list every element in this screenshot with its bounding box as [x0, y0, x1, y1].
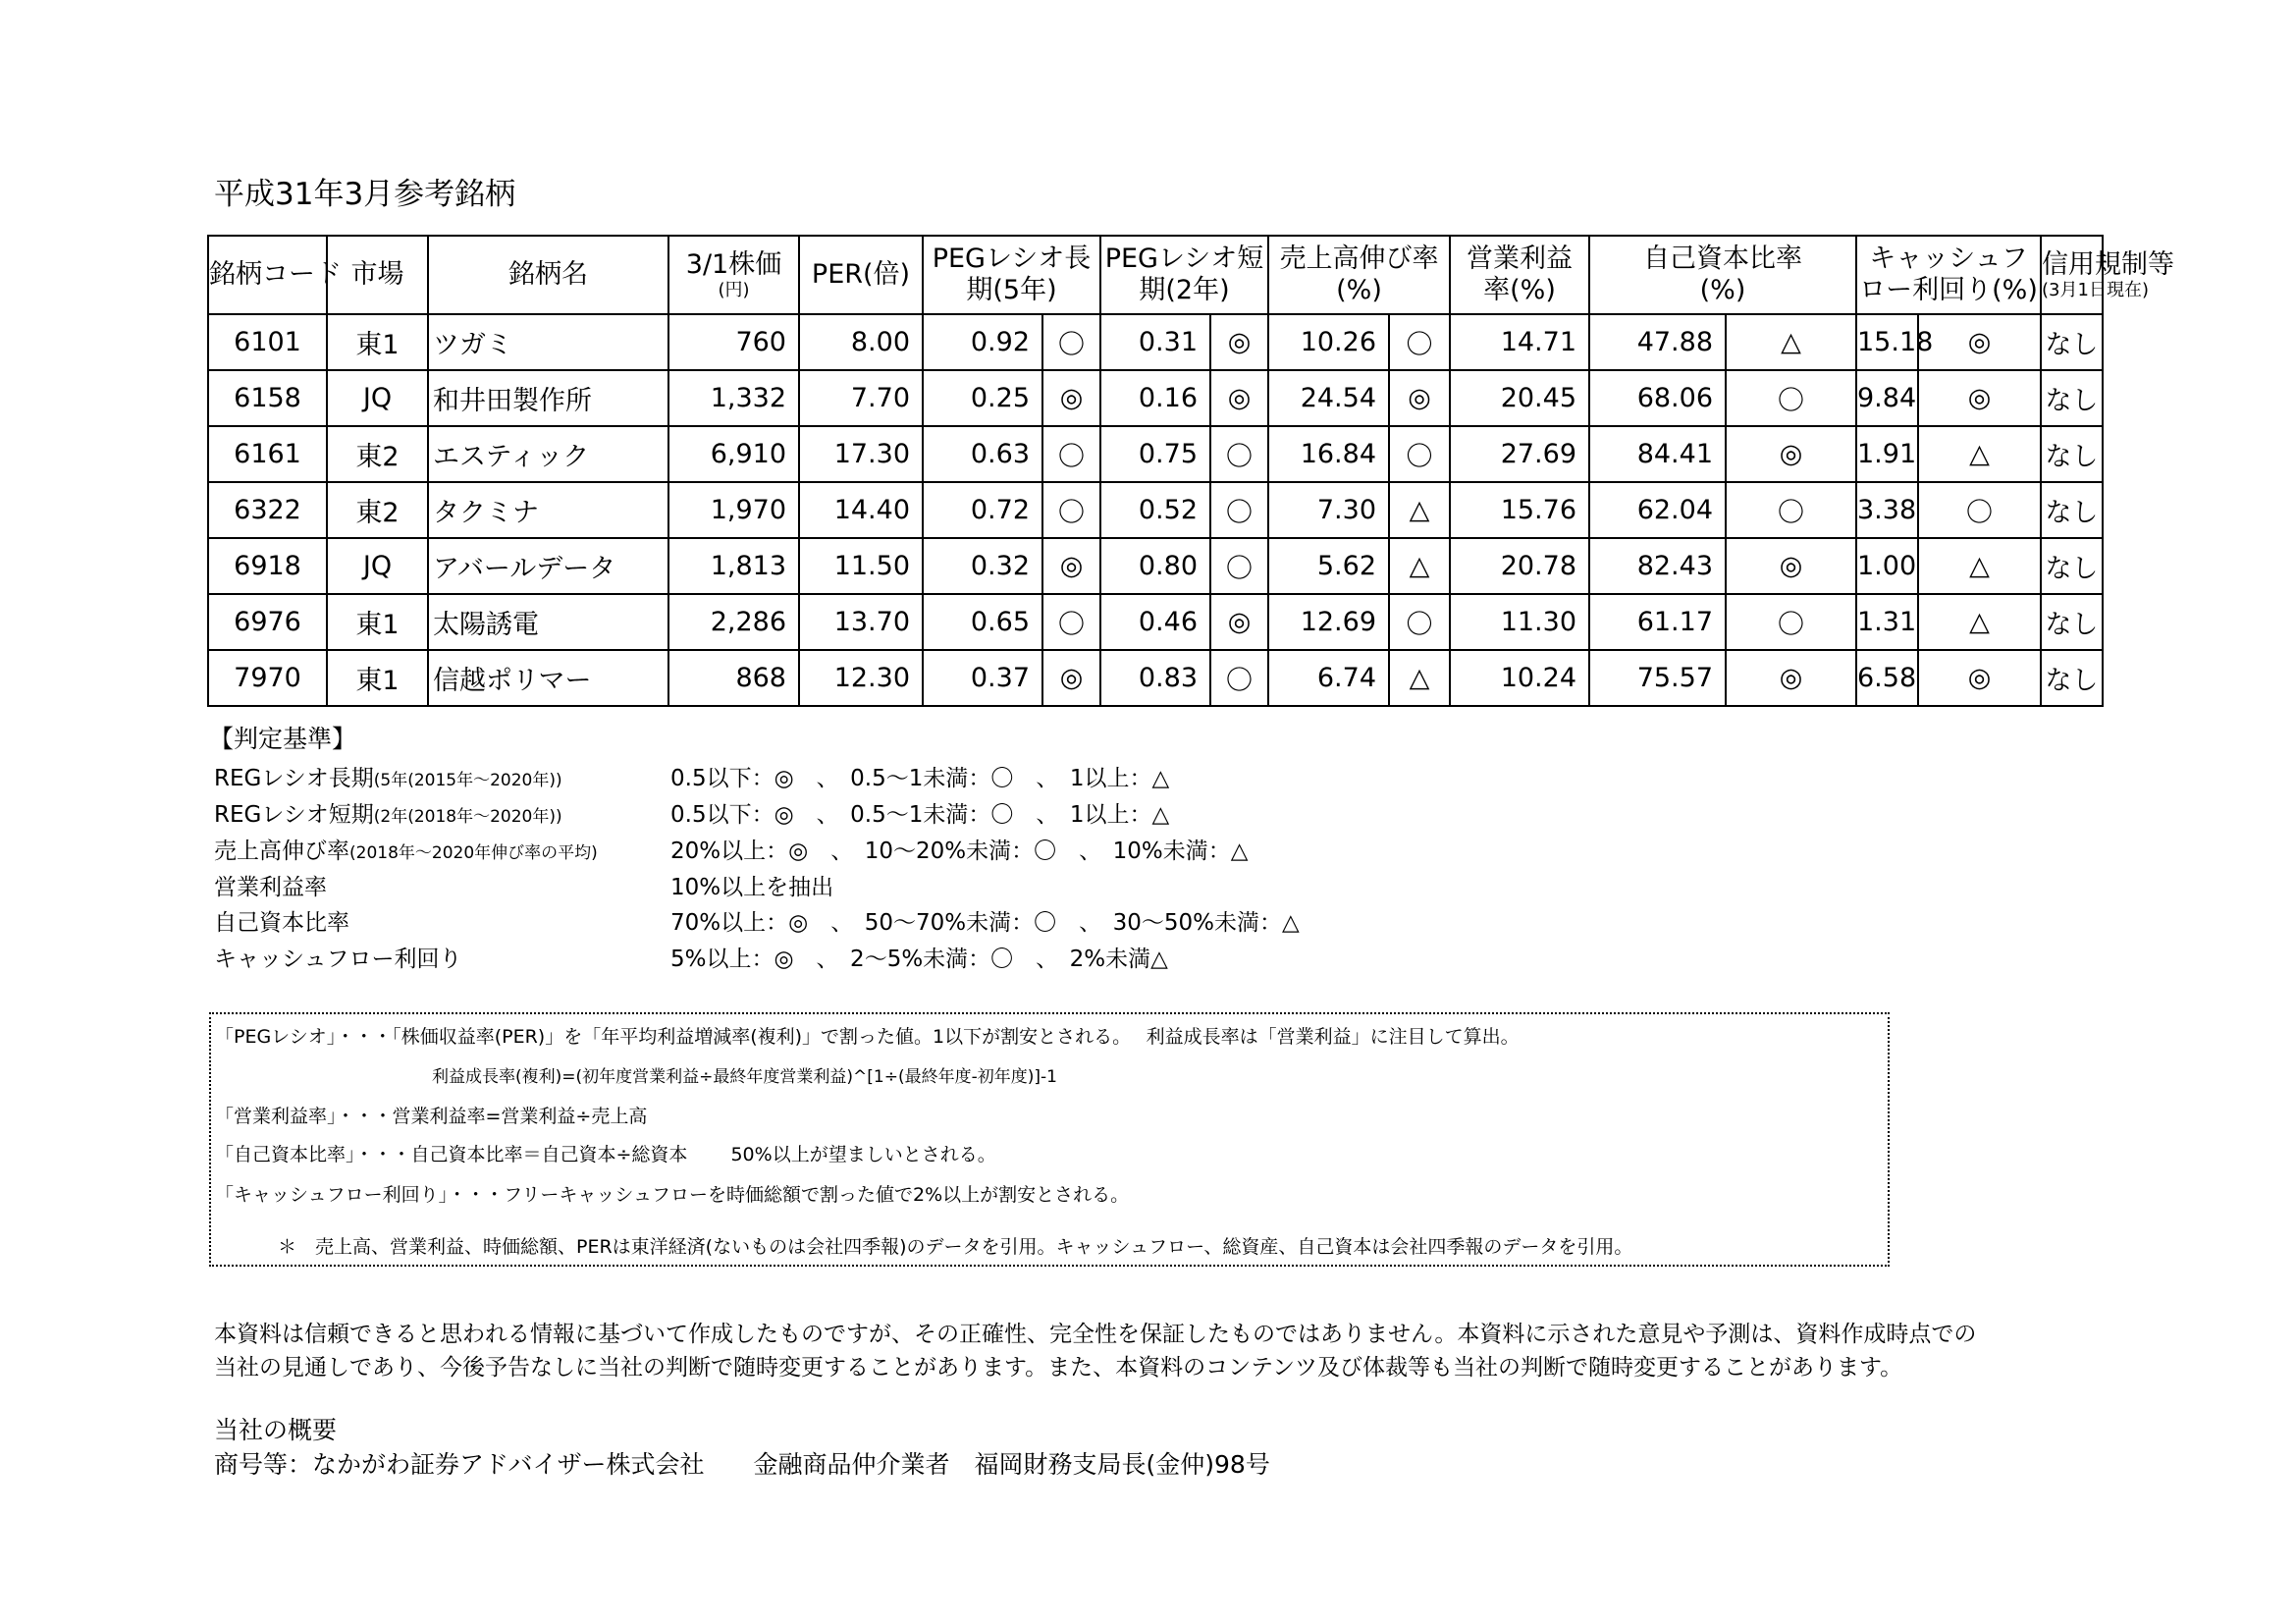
- table-row: [208, 370, 2221, 426]
- cf-yield-cell: 6.58: [1856, 650, 1918, 706]
- peg-long-cell: 0.63: [923, 426, 1042, 482]
- stock-table: [207, 235, 2222, 707]
- sales-growth-cell: 24.54: [1268, 370, 1389, 426]
- equity-ratio-mark-cell: ◎: [1726, 426, 1856, 482]
- header-credit: 信用規制等 (3月1日現在): [2041, 236, 2103, 314]
- peg-short-mark-cell: ◎: [1210, 314, 1268, 370]
- peg-short-mark-cell: 〇: [1210, 482, 1268, 538]
- sales-growth-mark-cell: ◎: [1389, 370, 1450, 426]
- header-market: 市場: [327, 236, 428, 314]
- credit-cell: なし: [2041, 482, 2103, 538]
- code-cell: 7970: [208, 650, 327, 706]
- op-margin-cell: 20.78: [1450, 538, 1589, 594]
- equity-ratio-mark-cell: △: [1726, 314, 1856, 370]
- criteria-title: 【判定基準】: [209, 725, 357, 753]
- note-source: ＊ 売上高、営業利益、時価総額、PERは東洋経済(ないものは会社四季報)のデータを引用。キャッシュフロー、総資産、自己資本は会社四季報のデータを引用。: [278, 1236, 1633, 1258]
- market-cell: 東1: [327, 314, 428, 370]
- header-name: 銘柄名: [428, 236, 668, 314]
- disclaimer-line-2: 当社の見通しであり、今後予告なしに当社の判断で随時変更することがあります。また、本資料のコンテンツ及び体裁等も当社の判断で随時変更することがあります。: [214, 1355, 1903, 1380]
- equity-ratio-cell: 68.06: [1589, 370, 1726, 426]
- price-cell: 1,332: [668, 370, 799, 426]
- equity-ratio-cell: 75.57: [1589, 650, 1726, 706]
- header-equity-ratio: 自己資本比率 (%): [1589, 236, 1856, 314]
- sales-growth-mark-cell: △: [1389, 650, 1450, 706]
- credit-cell: なし: [2041, 650, 2103, 706]
- cf-yield-mark-cell: ◎: [1918, 650, 2041, 706]
- cf-yield-cell: 15.18: [1856, 314, 1918, 370]
- criteria-label: 売上高伸び率(2018年～2020年伸び率の平均): [214, 839, 598, 864]
- header-op-margin: 営業利益 率(%): [1450, 236, 1589, 314]
- criteria-label: 自己資本比率: [214, 910, 349, 936]
- code-cell: 6918: [208, 538, 327, 594]
- sales-growth-cell: 6.74: [1268, 650, 1389, 706]
- peg-short-mark-cell: 〇: [1210, 426, 1268, 482]
- price-cell: 1,970: [668, 482, 799, 538]
- credit-cell: なし: [2041, 538, 2103, 594]
- peg-short-cell: 0.80: [1100, 538, 1210, 594]
- cf-yield-mark-cell: ◎: [1918, 370, 2041, 426]
- peg-short-cell: 0.52: [1100, 482, 1210, 538]
- table-row: [208, 594, 2221, 650]
- peg-short-cell: 0.46: [1100, 594, 1210, 650]
- criteria-label: REGレシオ短期(2年(2018年～2020年)): [214, 802, 562, 828]
- criteria-label: キャッシュフロー利回り: [214, 947, 462, 972]
- disclaimer: [214, 1318, 1976, 1384]
- criteria-value: 20%以上：◎ 、 10～20%未満：〇 、 10%未満：△: [670, 839, 1249, 864]
- note-equity: 「自己資本比率」・・・自己資本比率＝自己資本÷総資本 50%以上が望ましいとされる。: [215, 1144, 996, 1165]
- peg-long-mark-cell: 〇: [1042, 594, 1100, 650]
- market-cell: 東1: [327, 650, 428, 706]
- op-margin-cell: 10.24: [1450, 650, 1589, 706]
- price-cell: 760: [668, 314, 799, 370]
- peg-short-mark-cell: 〇: [1210, 538, 1268, 594]
- peg-long-mark-cell: ◎: [1042, 538, 1100, 594]
- price-cell: 2,286: [668, 594, 799, 650]
- header-code: 銘柄コード: [208, 236, 327, 314]
- cf-yield-cell: 1.00: [1856, 538, 1918, 594]
- table-row: [208, 650, 2221, 706]
- sales-growth-cell: 5.62: [1268, 538, 1389, 594]
- name-cell: ツガミ: [428, 314, 668, 370]
- credit-cell: なし: [2041, 426, 2103, 482]
- cf-yield-mark-cell: 〇: [1918, 482, 2041, 538]
- cf-yield-cell: 3.38: [1856, 482, 1918, 538]
- code-cell: 6322: [208, 482, 327, 538]
- table-row: [208, 482, 2221, 538]
- peg-short-cell: 0.83: [1100, 650, 1210, 706]
- peg-long-cell: 0.72: [923, 482, 1042, 538]
- table-row: [208, 426, 2221, 482]
- code-cell: 6976: [208, 594, 327, 650]
- notes-box: [209, 1012, 1890, 1267]
- peg-long-cell: 0.92: [923, 314, 1042, 370]
- cf-yield-mark-cell: △: [1918, 426, 2041, 482]
- per-cell: 12.30: [799, 650, 923, 706]
- table-row: [208, 538, 2221, 594]
- cf-yield-cell: 9.84: [1856, 370, 1918, 426]
- header-peg-short: PEGレシオ短 期(2年): [1100, 236, 1268, 314]
- per-cell: 7.70: [799, 370, 923, 426]
- op-margin-cell: 14.71: [1450, 314, 1589, 370]
- sales-growth-cell: 10.26: [1268, 314, 1389, 370]
- peg-long-mark-cell: 〇: [1042, 426, 1100, 482]
- equity-ratio-mark-cell: ◎: [1726, 650, 1856, 706]
- per-cell: 17.30: [799, 426, 923, 482]
- op-margin-cell: 11.30: [1450, 594, 1589, 650]
- header-price: 3/1株価 (円): [668, 236, 799, 314]
- market-cell: 東2: [327, 426, 428, 482]
- market-cell: 東1: [327, 594, 428, 650]
- equity-ratio-cell: 61.17: [1589, 594, 1726, 650]
- name-cell: タクミナ: [428, 482, 668, 538]
- sales-growth-mark-cell: △: [1389, 482, 1450, 538]
- price-cell: 6,910: [668, 426, 799, 482]
- market-cell: JQ: [327, 538, 428, 594]
- sales-growth-cell: 12.69: [1268, 594, 1389, 650]
- header-cf-yield: キャッシュフ ロー利回り(%): [1856, 236, 2041, 314]
- criteria-label: REGレシオ長期(5年(2015年～2020年)): [214, 766, 562, 791]
- market-cell: 東2: [327, 482, 428, 538]
- cf-yield-mark-cell: △: [1918, 538, 2041, 594]
- peg-short-mark-cell: ◎: [1210, 594, 1268, 650]
- sales-growth-cell: 16.84: [1268, 426, 1389, 482]
- equity-ratio-mark-cell: 〇: [1726, 594, 1856, 650]
- peg-long-cell: 0.25: [923, 370, 1042, 426]
- name-cell: アバールデータ: [428, 538, 668, 594]
- note-growth-formula: 利益成長率(複利)=(初年度営業利益÷最終年度営業利益)^[1÷(最終年度-初年度)]-1: [432, 1067, 1057, 1087]
- per-cell: 11.50: [799, 538, 923, 594]
- name-cell: 和井田製作所: [428, 370, 668, 426]
- peg-long-mark-cell: 〇: [1042, 314, 1100, 370]
- peg-long-mark-cell: 〇: [1042, 482, 1100, 538]
- peg-long-cell: 0.37: [923, 650, 1042, 706]
- per-cell: 13.70: [799, 594, 923, 650]
- credit-cell: なし: [2041, 594, 2103, 650]
- peg-long-cell: 0.32: [923, 538, 1042, 594]
- note-op-margin: 「営業利益率」・・・営業利益率=営業利益÷売上高: [215, 1106, 648, 1127]
- peg-long-mark-cell: ◎: [1042, 370, 1100, 426]
- peg-short-cell: 0.75: [1100, 426, 1210, 482]
- name-cell: 信越ポリマー: [428, 650, 668, 706]
- credit-cell: なし: [2041, 314, 2103, 370]
- note-cf-yield: 「キャッシュフロー利回り」・・・フリーキャッシュフローを時価総額で割った値で2%以上が割安とされる。: [215, 1184, 1130, 1206]
- table-row: [208, 314, 2221, 370]
- name-cell: 太陽誘電: [428, 594, 668, 650]
- sales-growth-mark-cell: 〇: [1389, 594, 1450, 650]
- equity-ratio-mark-cell: 〇: [1726, 482, 1856, 538]
- criteria-value: 70%以上：◎ 、 50～70%未満：〇 、 30～50%未満：△: [670, 910, 1300, 936]
- equity-ratio-cell: 47.88: [1589, 314, 1726, 370]
- market-cell: JQ: [327, 370, 428, 426]
- op-margin-cell: 20.45: [1450, 370, 1589, 426]
- criteria-value: 5%以上：◎ 、 2～5%未満：〇 、 2%未満△: [670, 947, 1168, 972]
- equity-ratio-mark-cell: ◎: [1726, 538, 1856, 594]
- peg-long-cell: 0.65: [923, 594, 1042, 650]
- header-sales-growth: 売上高伸び率 (%): [1268, 236, 1450, 314]
- equity-ratio-cell: 84.41: [1589, 426, 1726, 482]
- cf-yield-mark-cell: ◎: [1918, 314, 2041, 370]
- equity-ratio-mark-cell: 〇: [1726, 370, 1856, 426]
- peg-short-cell: 0.31: [1100, 314, 1210, 370]
- header-per: PER(倍): [799, 236, 923, 314]
- equity-ratio-cell: 62.04: [1589, 482, 1726, 538]
- per-cell: 14.40: [799, 482, 923, 538]
- sales-growth-mark-cell: 〇: [1389, 426, 1450, 482]
- sales-growth-mark-cell: △: [1389, 538, 1450, 594]
- op-margin-cell: 15.76: [1450, 482, 1589, 538]
- peg-short-cell: 0.16: [1100, 370, 1210, 426]
- credit-cell: なし: [2041, 370, 2103, 426]
- criteria-value: 0.5以下：◎ 、 0.5～1未満：〇 、 1以上：△: [670, 802, 1170, 828]
- criteria-label: 営業利益率: [214, 875, 327, 900]
- op-margin-cell: 27.69: [1450, 426, 1589, 482]
- note-peg: 「PEGレシオ」・・・「株価収益率(PER)」を「年平均利益増減率(複利)」で割った値。1以下が割安とされる。 利益成長率は「営業利益」に注目して算出。: [215, 1026, 1520, 1048]
- sales-growth-mark-cell: 〇: [1389, 314, 1450, 370]
- disclaimer-line-1: 本資料は信頼できると思われる情報に基づいて作成したものですが、その正確性、完全性を保証したものではありません。本資料に示された意見や予測は、資料作成時点での: [214, 1322, 1977, 1347]
- criteria-value: 10%以上を抽出: [670, 875, 834, 900]
- criteria-value: 0.5以下：◎ 、 0.5～1未満：〇 、 1以上：△: [670, 766, 1170, 791]
- company-info: 商号等：なかがわ証券アドバイザー株式会社 金融商品仲介業者 福岡財務支局長(金仲)98号: [214, 1450, 1270, 1479]
- equity-ratio-cell: 82.43: [1589, 538, 1726, 594]
- code-cell: 6101: [208, 314, 327, 370]
- table-header-row: [208, 236, 2221, 314]
- cf-yield-cell: 1.91: [1856, 426, 1918, 482]
- price-cell: 1,813: [668, 538, 799, 594]
- cf-yield-cell: 1.31: [1856, 594, 1918, 650]
- code-cell: 6158: [208, 370, 327, 426]
- peg-short-mark-cell: ◎: [1210, 370, 1268, 426]
- cf-yield-mark-cell: △: [1918, 594, 2041, 650]
- per-cell: 8.00: [799, 314, 923, 370]
- peg-short-mark-cell: 〇: [1210, 650, 1268, 706]
- peg-long-mark-cell: ◎: [1042, 650, 1100, 706]
- price-cell: 868: [668, 650, 799, 706]
- company-overview-title: 当社の概要: [214, 1416, 338, 1444]
- header-peg-long: PEGレシオ長 期(5年): [923, 236, 1100, 314]
- code-cell: 6161: [208, 426, 327, 482]
- sales-growth-cell: 7.30: [1268, 482, 1389, 538]
- page-title: 平成31年3月参考銘柄: [214, 177, 516, 212]
- name-cell: エスティック: [428, 426, 668, 482]
